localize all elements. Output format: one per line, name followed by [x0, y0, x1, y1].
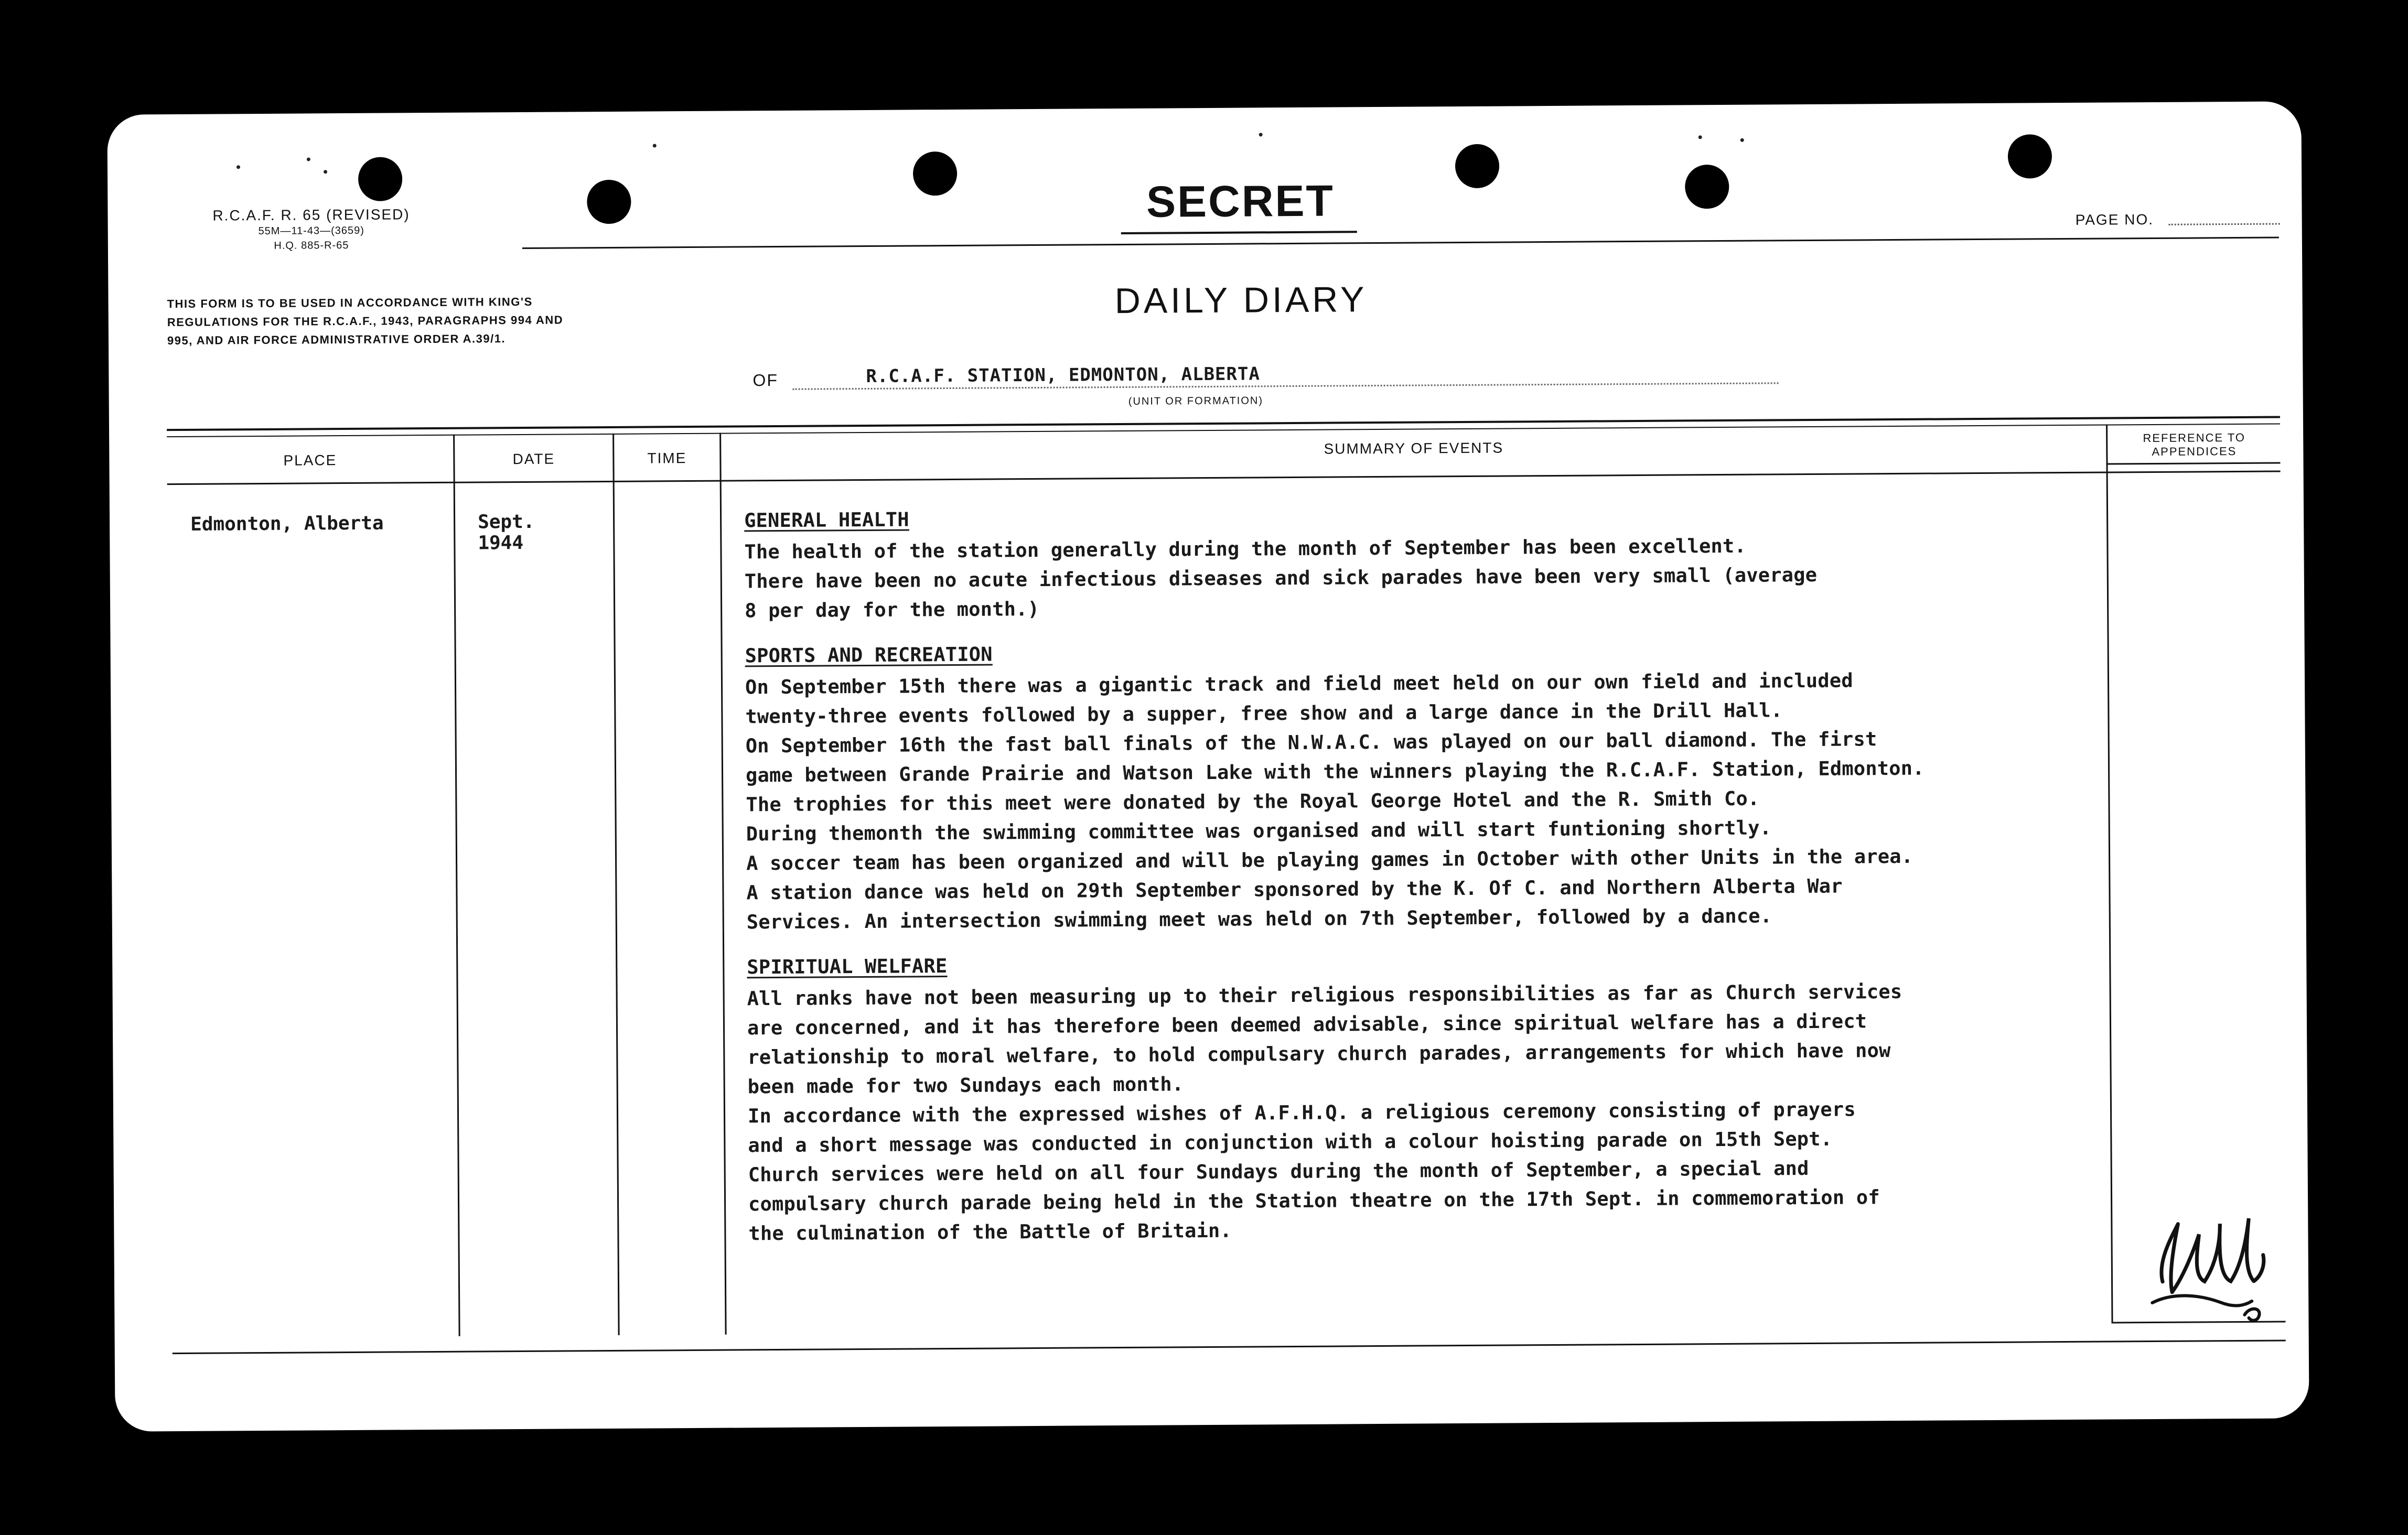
ink-speck [1259, 133, 1263, 136]
section-heading: SPORTS AND RECREATION [745, 643, 993, 667]
page-number-field [2169, 223, 2280, 225]
column-header-reference: REFERENCE TO APPENDICES [2143, 430, 2246, 458]
column-divider [612, 434, 620, 1335]
column-divider [2106, 425, 2113, 1324]
card-bottom-rule [173, 1339, 2286, 1354]
classification-underline [1121, 231, 1357, 234]
ink-speck [653, 144, 657, 147]
ink-speck [307, 157, 310, 161]
form-hq-code: H.Q. 885-R-65 [274, 239, 349, 252]
summary-section [744, 498, 2087, 626]
form-number: R.C.A.F. R. 65 (REVISED) [212, 206, 410, 224]
summary-of-events [744, 498, 2091, 1264]
summary-section [747, 945, 2091, 1249]
section-text: The health of the station generally during the month of September has been excellent. There have been no acute infectious diseases and sick parades have been very small (average 8 per day for the month.) [744, 534, 1818, 622]
summary-section [745, 633, 2089, 937]
ink-speck [1698, 135, 1702, 139]
column-divider [453, 435, 460, 1336]
punch-hole [587, 180, 631, 224]
ink-speck [1740, 138, 1744, 142]
form-print-code: 55M—11-43—(3659) [258, 224, 364, 237]
unit-of-label: OF [752, 370, 779, 390]
punch-hole [1685, 165, 1729, 209]
section-heading: SPIRITUAL WELFARE [747, 955, 948, 979]
column-header-date: DATE [512, 450, 555, 468]
form-identifier [180, 206, 443, 254]
column-header-summary: SUMMARY OF EVENTS [1324, 439, 1504, 457]
unit-caption: (UNIT OR FORMATION) [1128, 395, 1264, 407]
header-rule [522, 237, 2279, 249]
entry-place: Edmonton, Alberta [190, 512, 384, 535]
regulations-notice: THIS FORM IS TO BE USED IN ACCORDANCE WITH KING'S REGULATIONS FOR THE R.C.A.F., 1943, PARAGRAPHS 994 AND 995, AND AIR FORCE ADMINISTRATIVE ORDER A.39/1. [167, 295, 564, 348]
diary-form-card [107, 101, 2309, 1432]
column-divider [719, 433, 727, 1335]
table-top-rule-thin [167, 424, 2280, 438]
punch-hole [1455, 144, 1500, 189]
form-title: DAILY DIARY [1114, 279, 1368, 321]
unit-value: R.C.A.F. STATION, EDMONTON, ALBERTA [866, 363, 1261, 387]
table-top-rule [167, 416, 2280, 431]
column-header-rule [167, 470, 2281, 485]
punch-hole [2008, 134, 2052, 179]
handwritten-signature [2141, 1203, 2278, 1324]
section-text: All ranks have not been measuring up to their religious responsibilities as far as Church services are concerned, and it has therefore been deemed advisable, since spiritual welfare has a direct relationship to moral welfare, to hold compulsary church parades, arrangements for which have now been made for two Sundays each month. In accordance with the expressed wishes of A.F.H.Q. a religious ceremony consisting of prayers and a short message was conducted in conjunction with a colour hoisting parade on 15th Sept. Church services were held on all four Sundays during the month of September, a special and compulsary church parade being held in the Station theatre on the 17th Sept. in commemoration of the culmination of the Battle of Britain. [747, 980, 1902, 1245]
section-text: On September 15th there was a gigantic track and field meet held on our own field and included twenty-three events followed by a supper, free show and a large dance in the Drill Hall. On September 16th the fast ball finals of the N.W.A.C. was played on our ball diamond. The first game between Grande Prairie and Watson Lake with the winners playing the R.C.A.F. Station, Edmonton. The trophies for this meet were donated by the Royal George Hotel and the R. Smith Co. During themonth the swimming committee was organised and will start funtioning shortly. A soccer team has been organized and will be playing games in October with other Units in the area. A station dance was held on 29th September sponsored by the K. Of C. and Northern Alberta War Services. An intersection swimming meet was held on 7th September, followed by a dance. [745, 669, 1925, 934]
punch-hole [913, 152, 958, 196]
ink-speck [236, 165, 240, 169]
entry-date: Sept. 1944 [478, 511, 535, 554]
page-number-label: PAGE NO. [2075, 211, 2154, 228]
column-header-time: TIME [647, 450, 687, 467]
column-header-place: PLACE [283, 452, 337, 469]
classification-heading: SECRET [1146, 176, 1335, 226]
section-heading: GENERAL HEALTH [744, 508, 909, 532]
punch-hole [358, 157, 403, 201]
reference-header-rule [2106, 462, 2280, 465]
ink-speck [324, 170, 327, 174]
